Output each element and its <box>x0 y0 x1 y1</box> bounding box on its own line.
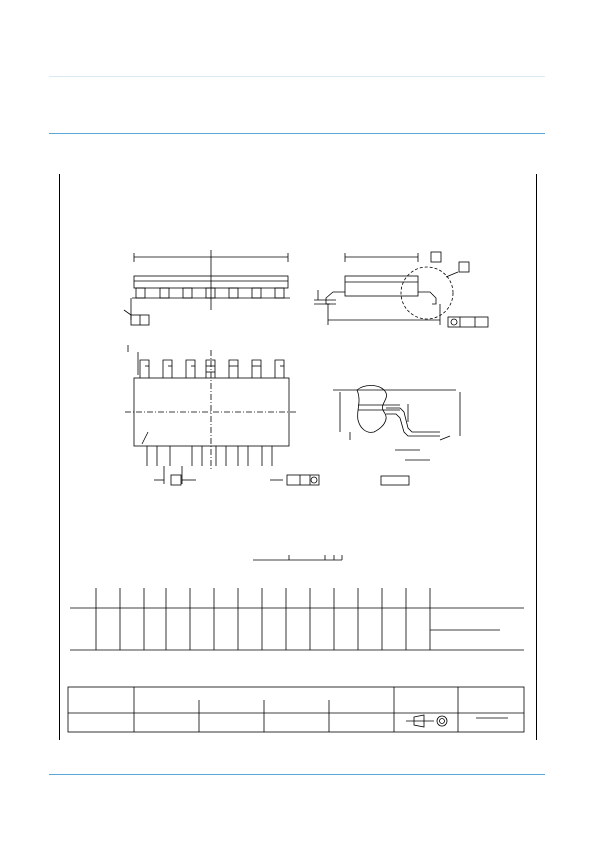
scale-bar <box>253 555 342 560</box>
outline-version-table <box>68 687 524 732</box>
side-view-leads <box>136 288 284 298</box>
detail-view <box>333 386 460 486</box>
top-view-upper-leads <box>140 360 284 378</box>
dimensions-table <box>70 588 524 650</box>
position-frame-icon <box>448 317 488 327</box>
end-view <box>314 252 488 327</box>
projection-symbol-icon <box>406 715 447 727</box>
top-view <box>125 345 319 485</box>
top-view-lower-leads <box>147 446 272 466</box>
lead-position-frame-icon <box>287 475 319 485</box>
side-view <box>124 250 290 325</box>
